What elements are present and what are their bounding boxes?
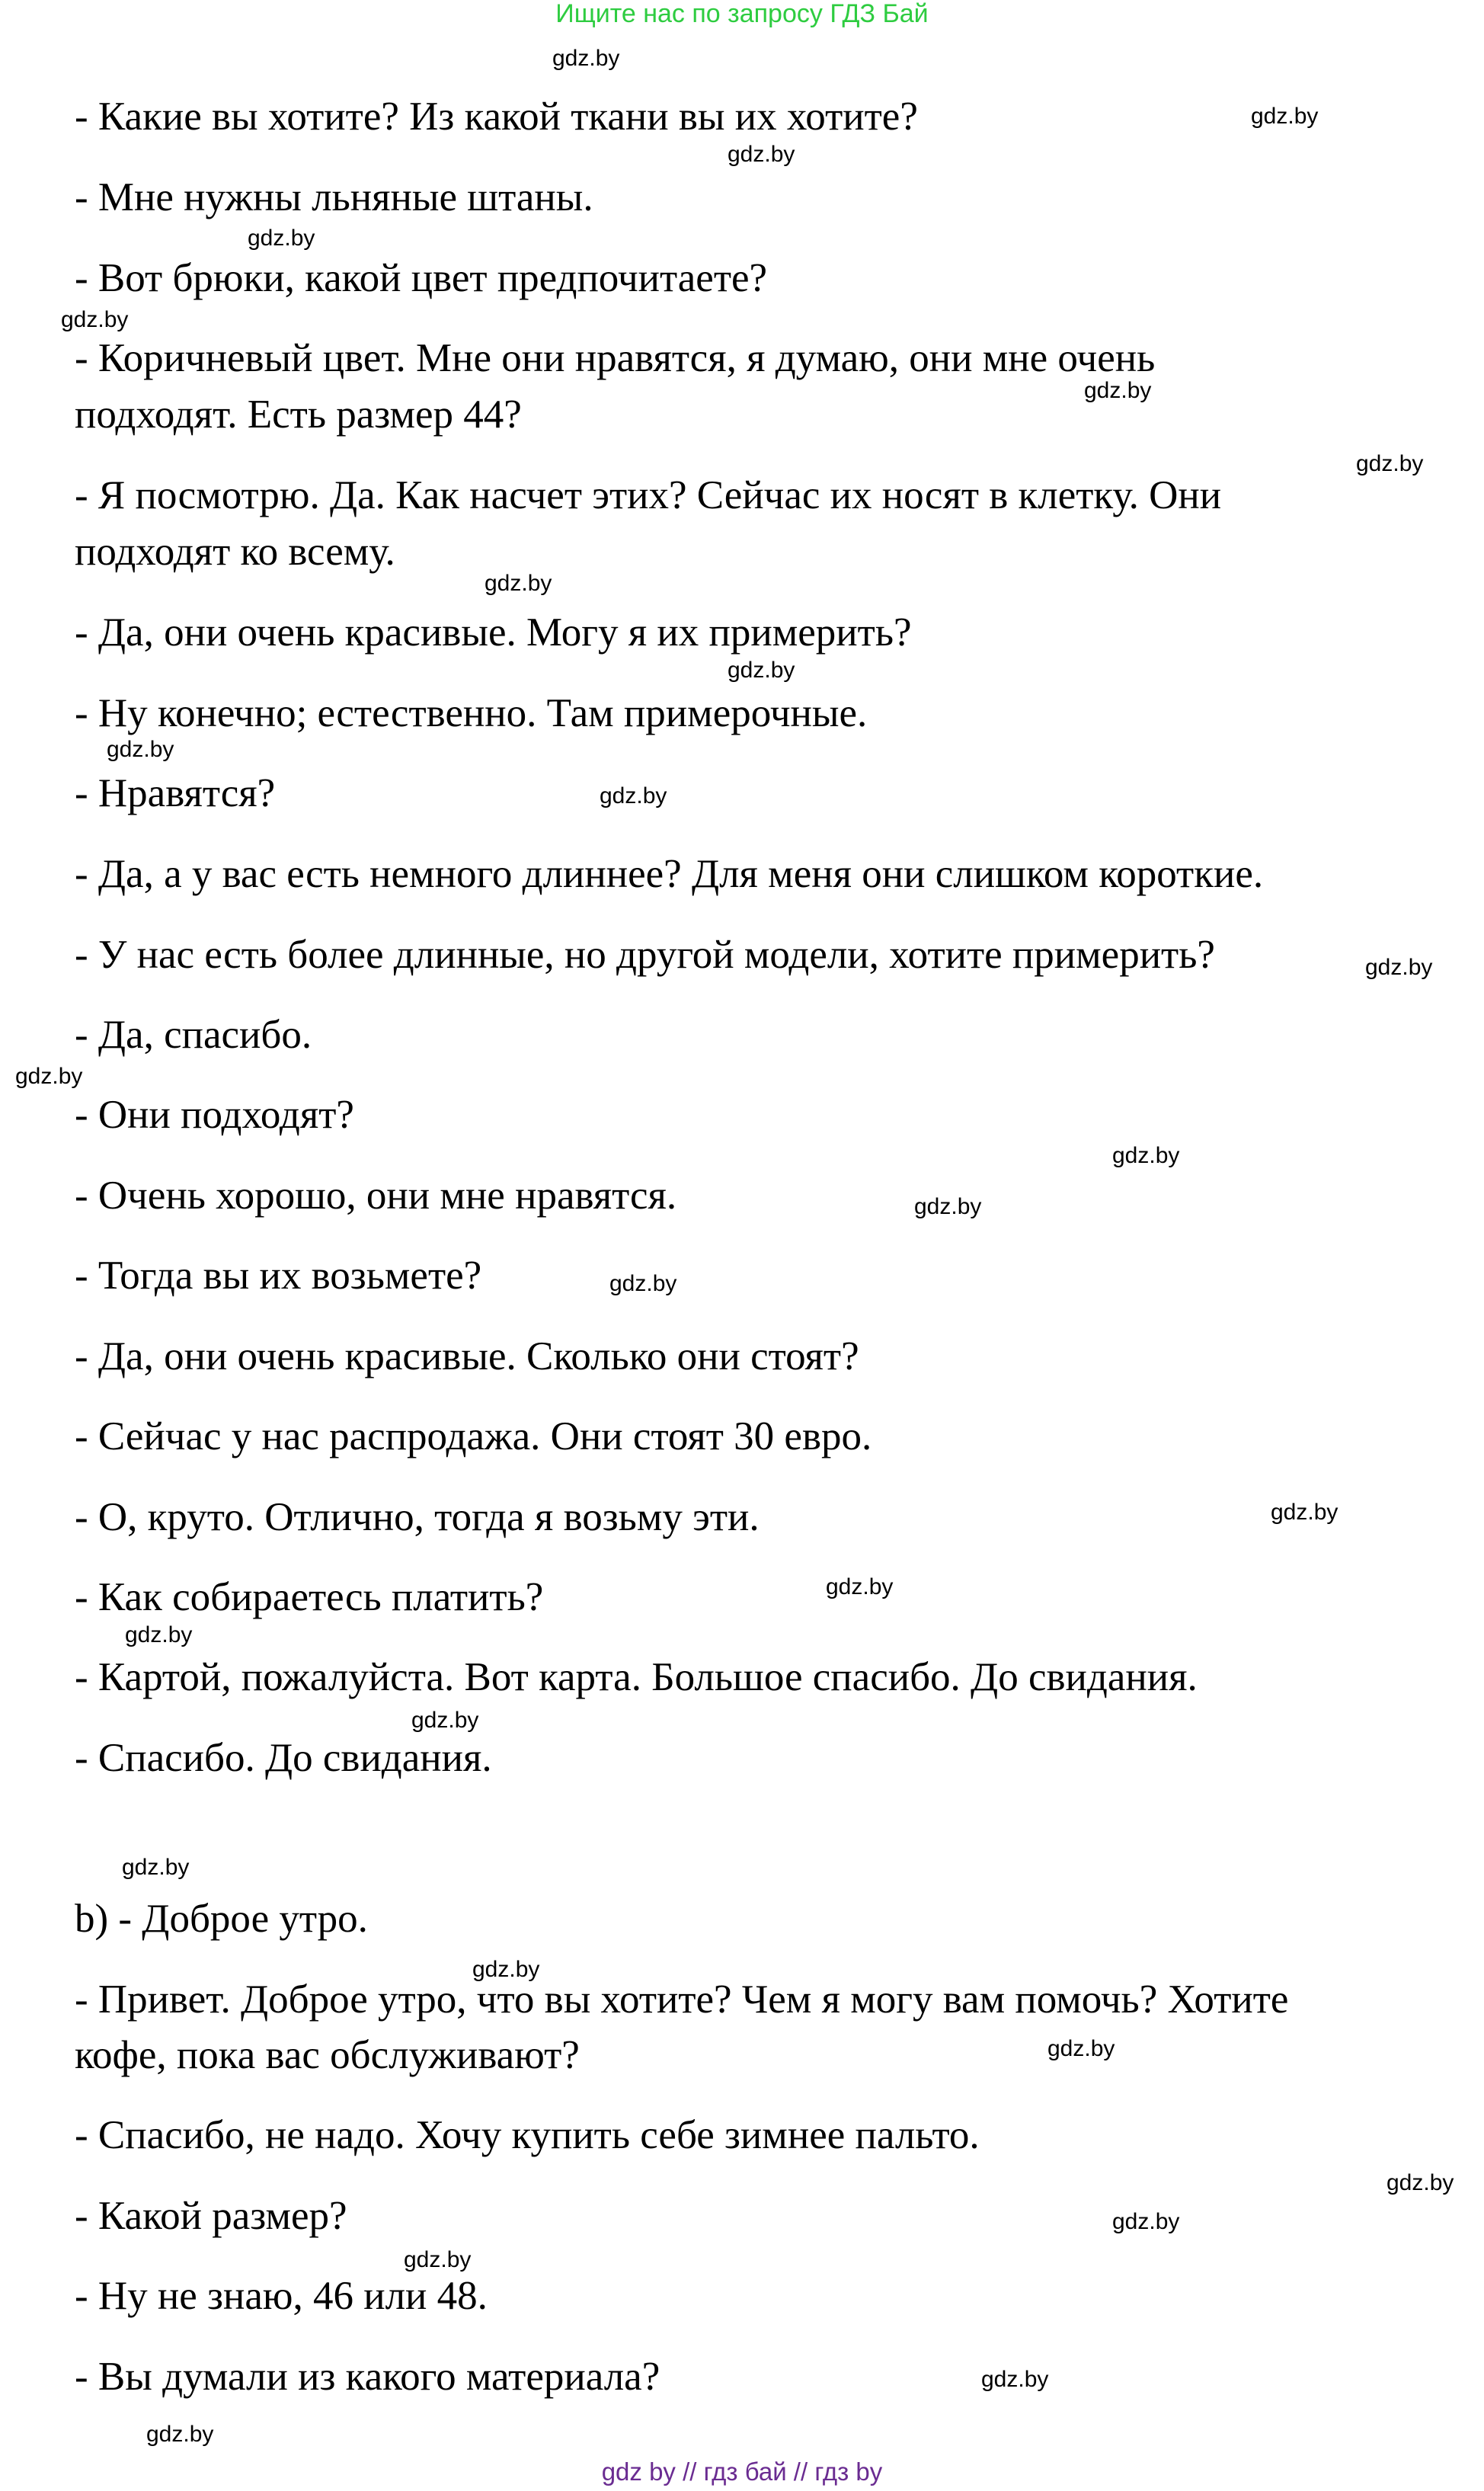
watermark: gdz.by: [1251, 104, 1319, 129]
watermark: gdz.by: [1112, 1143, 1180, 1168]
dialog-line: - Вы думали из какого материала?: [75, 2355, 660, 2399]
dialog-line: - Очень хорошо, они мне нравятся.: [75, 1173, 677, 1218]
watermark: gdz.by: [107, 737, 174, 762]
watermark: gdz.by: [1356, 451, 1424, 476]
watermark: gdz.by: [146, 2422, 214, 2447]
dialog-line: - Да, спасибо.: [75, 1013, 312, 1057]
footer-banner: gdz by // гдз бай // гдз by: [601, 2457, 883, 2486]
watermark: gdz.by: [1271, 1500, 1338, 1525]
watermark: gdz.by: [1084, 378, 1152, 403]
dialog-line: - Сейчас у нас распродажа. Они стоят 30 евро.: [75, 1414, 872, 1458]
watermark: gdz.by: [404, 2247, 472, 2272]
dialog-line: - Они подходят?: [75, 1093, 354, 1137]
dialog-line: b) - Доброе утро.: [75, 1897, 368, 1941]
watermark: gdz.by: [1047, 2036, 1115, 2061]
dialog-line: - Картой, пожалуйста. Вот карта. Большое спасибо. До свидания.: [75, 1655, 1198, 1699]
dialog-line: - Какой размер?: [75, 2194, 347, 2238]
dialog-line: - Какие вы хотите? Из какой ткани вы их хотите?: [75, 94, 918, 139]
dialog-line: - Мне нужны льняные штаны.: [75, 175, 593, 219]
watermark: gdz.by: [552, 46, 620, 71]
dialog-line: подходят ко всему.: [75, 530, 395, 574]
dialog-line: - Я посмотрю. Да. Как насчет этих? Сейчас их носят в клетку. Они: [75, 473, 1222, 517]
watermark: gdz.by: [472, 1957, 540, 1982]
top-banner: Ищите нас по запросу ГДЗ Бай: [555, 0, 929, 28]
watermark: gdz.by: [125, 1622, 193, 1647]
watermark: gdz.by: [122, 1855, 190, 1880]
watermark: gdz.by: [485, 571, 552, 596]
watermark: gdz.by: [826, 1574, 894, 1599]
dialog-line: - Спасибо, не надо. Хочу купить себе зимнее пальто.: [75, 2113, 980, 2157]
dialog-line: - Вот брюки, какой цвет предпочитаете?: [75, 256, 768, 300]
watermark: gdz.by: [728, 142, 795, 167]
watermark: gdz.by: [600, 783, 667, 808]
dialog-line: подходят. Есть размер 44?: [75, 392, 522, 437]
watermark: gdz.by: [61, 307, 129, 332]
dialog-line: - У нас есть более длинные, но другой модели, хотите примерить?: [75, 933, 1215, 977]
watermark: gdz.by: [609, 1271, 677, 1296]
dialog-line: - Привет. Доброе утро, что вы хотите? Чем я могу вам помочь? Хотите: [75, 1977, 1289, 2022]
watermark: gdz.by: [728, 658, 795, 683]
watermark: gdz.by: [1365, 955, 1433, 980]
watermark: gdz.by: [914, 1194, 982, 1219]
dialog-line: - Ну не знаю, 46 или 48.: [75, 2274, 488, 2318]
dialog-line: - Коричневый цвет. Мне они нравятся, я думаю, они мне очень: [75, 336, 1156, 380]
watermark: gdz.by: [1112, 2209, 1180, 2234]
dialog-line: - Да, они очень красивые. Сколько они стоят?: [75, 1334, 859, 1378]
dialog-line: - Как собираетесь платить?: [75, 1575, 544, 1619]
watermark: gdz.by: [411, 1708, 479, 1733]
dialog-line: - Да, они очень красивые. Могу я их примерить?: [75, 610, 912, 655]
dialog-line: - Тогда вы их возьмете?: [75, 1254, 482, 1298]
watermark: gdz.by: [15, 1064, 83, 1089]
watermark: gdz.by: [1386, 2170, 1454, 2195]
dialog-line: - О, круто. Отлично, тогда я возьму эти.: [75, 1495, 760, 1539]
watermark: gdz.by: [248, 226, 315, 251]
dialog-line: - Спасибо. До свидания.: [75, 1736, 492, 1780]
dialog-line: - Да, а у вас есть немного длиннее? Для меня они слишком короткие.: [75, 852, 1264, 896]
dialog-line: - Нравятся?: [75, 771, 276, 815]
dialog-line: - Ну конечно; естественно. Там примерочные.: [75, 691, 868, 735]
watermark: gdz.by: [981, 2367, 1049, 2392]
dialog-line: кофе, пока вас обслуживают?: [75, 2033, 580, 2077]
